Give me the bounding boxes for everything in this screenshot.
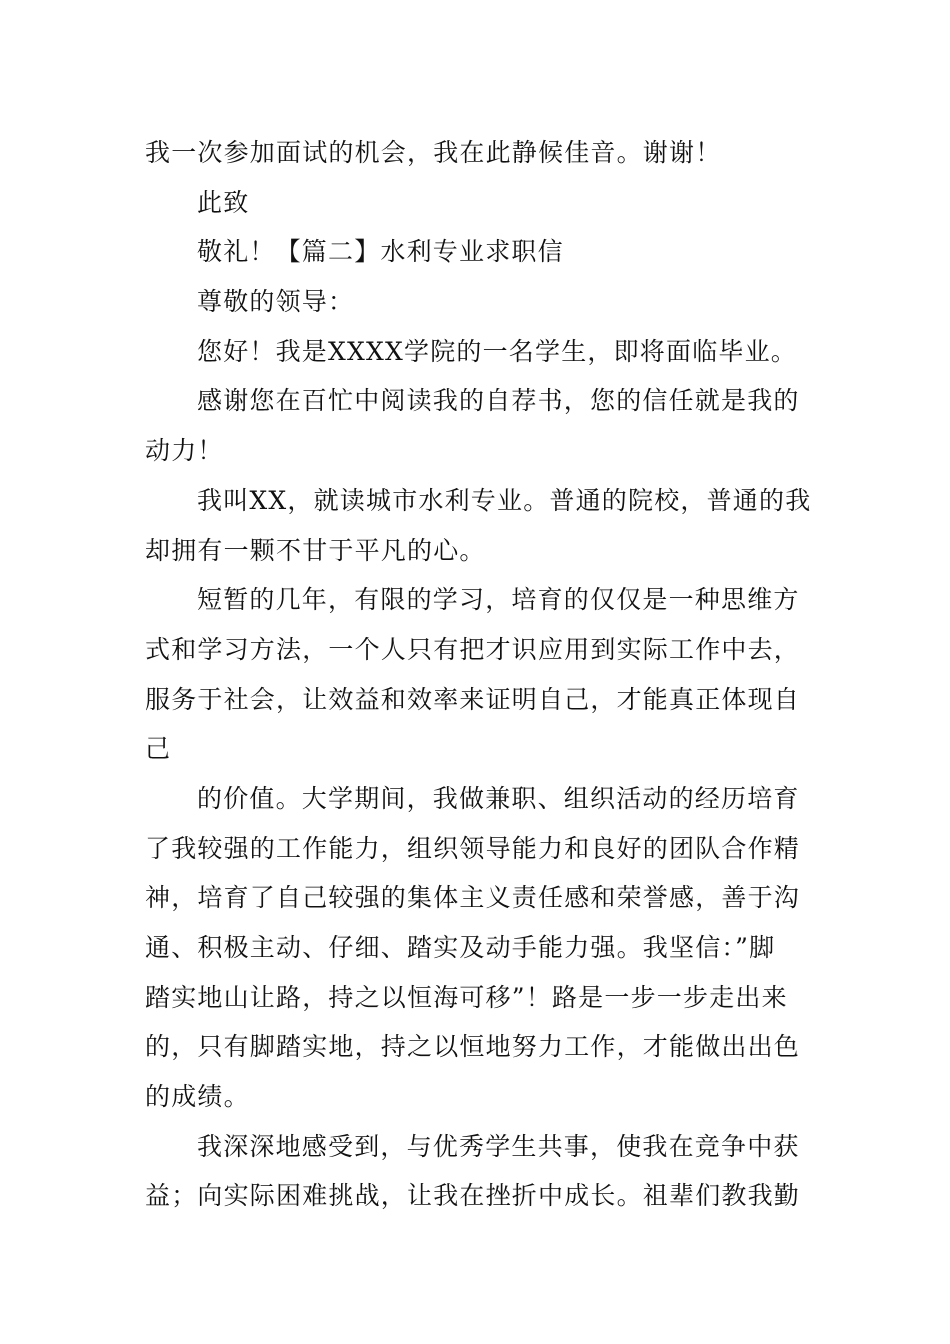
text-line: 神，培育了自己较强的集体主义责任感和荣誉感，善于沟 [145, 883, 801, 913]
document-body [145, 128, 810, 1221]
text-line: 的价值。大学期间，我做兼职、组织活动的经历培育 [197, 783, 800, 813]
text-line: 我一次参加面试的机会，我在此静候佳音。谢谢！ [145, 138, 722, 167]
text-line: 通、积极主动、仔细、踏实及动手能力强。我坚信：”脚 [145, 933, 776, 962]
text-line: 感谢您在百忙中阅读我的自荐书，您的信任就是我的 [197, 386, 800, 416]
text-line: 服务于社会，让效益和效率来证明自己，才能真正体现自 [145, 684, 801, 714]
text-line: 此致 [197, 187, 250, 217]
text-line: 尊敬的领导： [197, 287, 355, 317]
text-line: 益；向实际困难挑战，让我在挫折中成长。祖辈们教我勤 [145, 1181, 801, 1211]
text-line: 动力！ [145, 436, 224, 466]
text-line: 了我较强的工作能力，组织领导能力和良好的团队合作精 [145, 833, 801, 863]
text-line: 我深深地感受到，与优秀学生共事，使我在竞争中获 [197, 1131, 800, 1161]
text-line: 的，只有脚踏实地，持之以恒地努力工作，才能做出出色 [145, 1032, 801, 1062]
text-line: 短暂的几年，有限的学习，培育的仅仅是一种思维方 [197, 585, 800, 615]
text-line: 敬礼！【篇二】水利专业求职信 [197, 237, 564, 267]
text-line: 式和学习方法，一个人只有把才识应用到实际工作中去， [145, 634, 801, 664]
text-line: 我叫XX，就读城市水利专业。普通的院校，普通的我 [197, 485, 812, 515]
text-line: 己 [145, 734, 172, 764]
text-line: 踏实地山让路，持之以恒海可移”！路是一步一步走出来 [145, 982, 788, 1012]
text-line: 却拥有一颗不甘于平凡的心。 [145, 535, 486, 565]
text-line: 您好！我是XXXX学院的一名学生，即将面临毕业。 [197, 336, 797, 366]
text-line: 的成绩。 [145, 1082, 250, 1112]
